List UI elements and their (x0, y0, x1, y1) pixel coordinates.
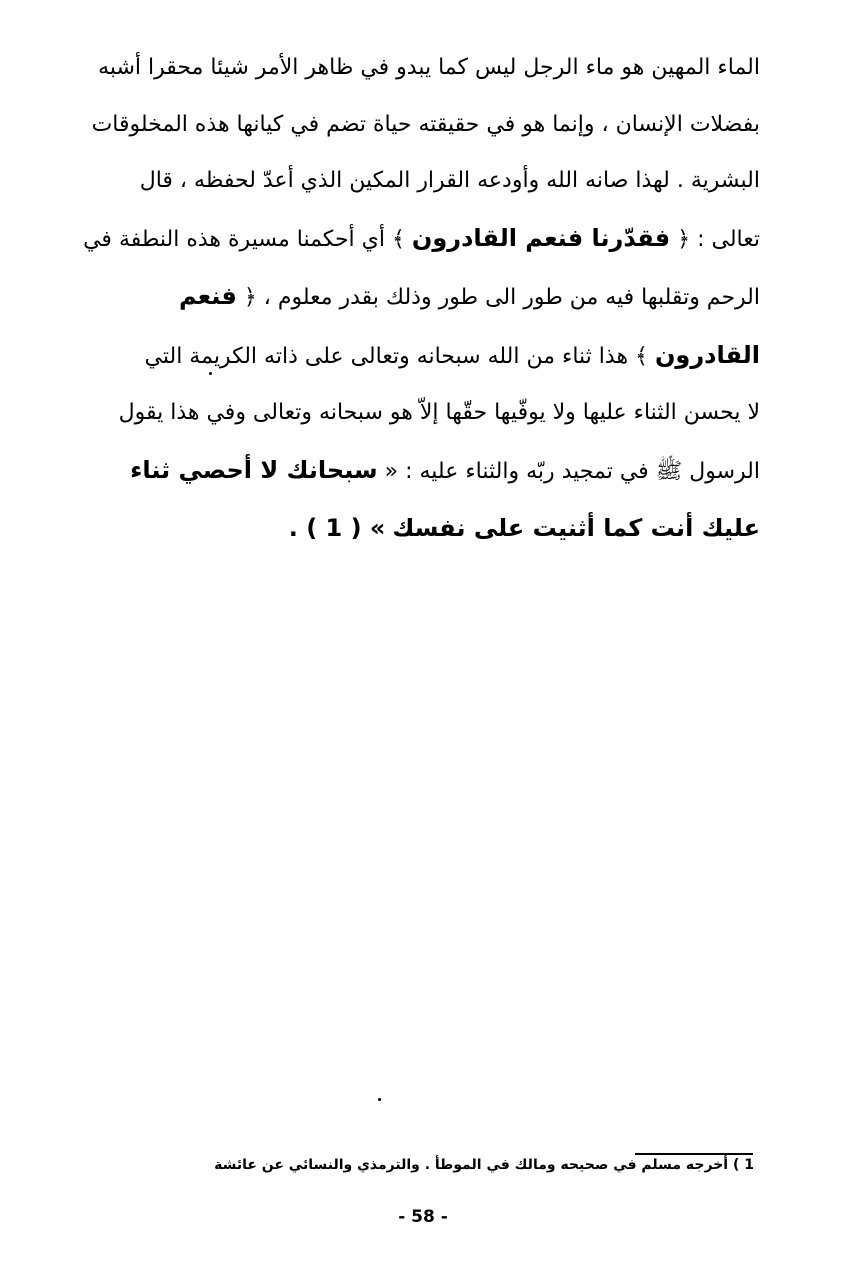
text-line-4 (83, 210, 760, 269)
text-line-1: الماء المهين هو ماء الرجل ليس كما يبدو في ظاهر الأمر شيئا محقرا أشبه (98, 55, 760, 80)
hadith-text: عليك أنت كما أثنيت على نفسك (392, 514, 760, 542)
quran-verse-text: فقدّرنا فنعم القادرون (411, 223, 671, 252)
text-line-3: البشرية . لهذا صانه الله وأودعه القرار المكين الذي أعدّ لحفظه ، قال (139, 168, 760, 193)
text-line-7: لا يحسن الثناء عليها ولا يوفّيها حقّها إلاّ هو سبحانه وتعالى وفي هذا يقول (118, 400, 760, 425)
quran-verse-text: القادرون (654, 340, 760, 369)
text-line-9 (92, 500, 760, 559)
text-line-6-rest: ﴾ هذا ثناء من الله سبحانه وتعالى على ذاته الكريمة التي (144, 343, 648, 369)
main-paragraph (83, 40, 760, 559)
footnote-reference: » ( 1 ) . (288, 514, 386, 542)
hadith-text: سبحانك لا أحصي ثناء (130, 455, 378, 484)
footnote: 1 ) أخرجه مسلم في صحيحه ومالك في الموطأ . والترمذي والنسائي عن عائشة (214, 1157, 754, 1173)
text-line-2: بفضلات الإنسان ، وإنما هو في حقيقته حياة تضم في كيانها هذه المخلوقات (91, 111, 760, 137)
text-line-8-start: الرسول ﷺ في تمجيد ربّه والثناء عليه : « (384, 458, 760, 484)
text-line-8 (92, 442, 760, 501)
text-line-5 (92, 268, 760, 327)
print-speck (378, 1098, 381, 1101)
print-speck (209, 372, 212, 375)
quran-open-bracket: تعالى : ﴿ (677, 226, 760, 252)
text-line-6 (92, 327, 760, 386)
text-line-5-start: الرحم وتقلبها فيه من طور الى طور وذلك بقدر معلوم ، ﴿ (243, 285, 760, 310)
quran-verse-text: فنعم (178, 282, 237, 310)
text-line-4-rest: ﴾ أي أحكمنا مسيرة هذه النطفة في (83, 226, 405, 252)
page-number: - 58 - (398, 1207, 448, 1227)
